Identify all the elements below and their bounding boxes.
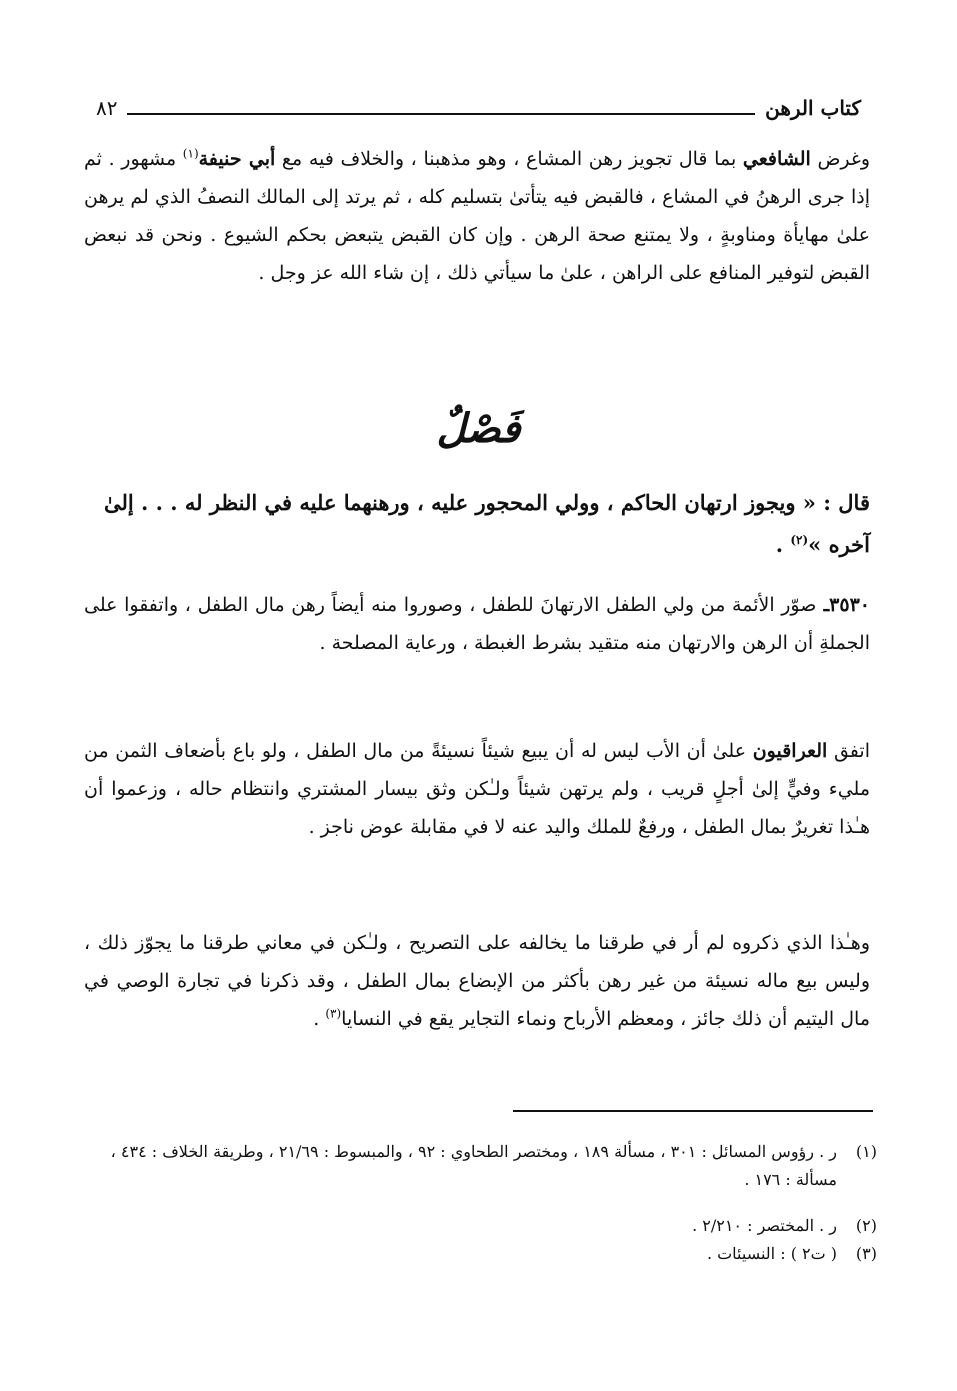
- name-abu-hanifa: أبي حنيفة: [198, 148, 276, 170]
- paragraph-iraqis: اتفق العراقيون علىٰ أن الأب ليس له أن يبيع شيئاً نسيئةً من مال الطفل ، ولو باع بأضعاف الثمن من مليء وفيٍّ إلىٰ أجلٍ قريب ، ولم يرتهن شيئاً ولـٰكن وثق بيسار المشتري وانتظام حاله ، وزعموا أن هـٰذا تغريرٌ بمال الطفل ، ورفعٌ للملك واليد عنه لا في مقابلة عوض ناجز .: [84, 740, 870, 838]
- footnote-2: (٢) ر . المختصر : ٢/٢١٠ .: [692, 1216, 877, 1235]
- footnote-rule: [513, 1110, 873, 1112]
- paragraph-3530: ٣٥٣٠ـ صوّر الأئمة من ولي الطفل الارتهانَ للطفل ، وصوروا منه أيضاً رهن مال الطفل ، واتفقوا على الجملةِ أن الرهن والارتهان منه متقيد بشرط الغبطة ، ورعاية المصلحة .: [84, 594, 870, 654]
- quoted-text: قال : « ويجوز ارتهان الحاكم ، وولي المحجور عليه ، ورهنهما عليه في النظر له . . . إلىٰ آخره »$^{(٢)}$ .: [103, 490, 870, 557]
- footnote-ref-1: (١): [182, 146, 199, 161]
- footnote-3: (٣) ( ت٢ ) : النسيئات .: [706, 1244, 877, 1263]
- footnote-ref-3: (٣): [325, 1006, 342, 1021]
- paragraph-commentary: وهـٰذا الذي ذكروه لم أر في طرقنا ما يخالفه على التصريح ، ولـٰكن في معاني طرقنا ما يجوّز ذلك ، وليس بيع ماله نسيئة من غير رهن بأكثر من الإبضاع بمال الطفل ، وقد ذكرنا في تجارة الوصي في مال اليتيم أن ذلك جائز ، ومعظم الأرباح ونماء التجاير يقع في النسايا$^{(٣)}$ .: [84, 932, 870, 1030]
- book-title: كتاب الرهن: [765, 96, 861, 120]
- footnote-ref-2: (٢): [790, 533, 809, 547]
- header-rule: [127, 113, 755, 115]
- section-heading-fasl: فَصْلٌ: [436, 405, 521, 452]
- name-shafii: الشافعي: [742, 148, 811, 170]
- footnotes: [82, 1138, 877, 1268]
- running-header: [96, 88, 861, 128]
- footnote-1: (١) ر . رؤوس المسائل : ٣٠١ ، مسألة ١٨٩ ، ومختصر الطحاوي : ٩٢ ، والمبسوط : ٢١/٦٩ ، وطريقة الخلاف : ٤٣٤ ، مسألة : ١٧٦ .: [110, 1142, 877, 1189]
- page-number: ٨٢: [96, 96, 118, 120]
- paragraph-intro: وغرض الشافعي بما قال تجويز رهن المشاع ، وهو مذهبنا ، والخلاف فيه مع أبي حنيفة$^{(١)}$ مشهور . ثم إذا جرى الرهنُ في المشاع ، فالقبض فيه يتأتىٰ بتسليم كله ، ثم يرتد إلى المالك النصفُ الذي لم يرهن علىٰ مهايأة ومناوبةٍ ، ولا يمتنع صحة الرهن . وإن كان القبض يتبعض بحكم الشيوع . ونحن قد نبعض القبض لتوفير المنافع على الراهن ، علىٰ ما سيأتي ذلك ، إن شاء الله عز وجل .: [84, 146, 871, 284]
- main-text: [84, 140, 870, 380]
- term-iraqiyyun: العراقيون: [752, 740, 828, 762]
- paragraph-number: ٣٥٣٠ـ: [816, 594, 870, 616]
